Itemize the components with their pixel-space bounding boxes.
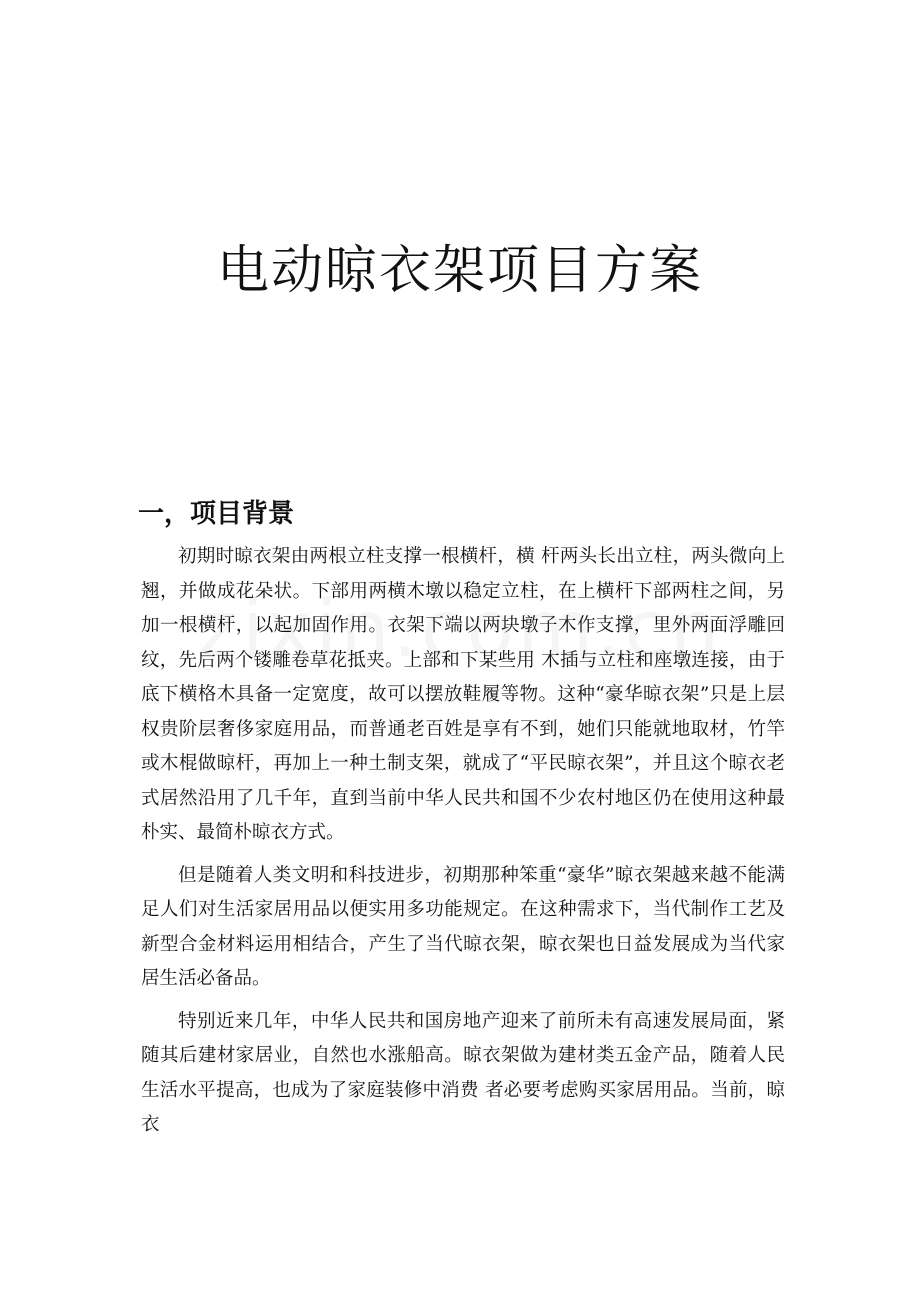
paragraph: 初期时晾衣架由两根立柱支撑一根横杆，横 杆两头长出立柱，两头微向上翘，并做成花朵状。下部用两横木墩以稳定立柱，在上横杆下部两柱之间，另加一根横杆，以起加固作用。衣架下端以两块墩子木作支撑，里外两面浮雕回纹，先后两个镂雕卷草花抵夹。上部和下某些用 木插与立柱和座墩连接，由于底下横格木具备一定宽度，故可以摆放鞋履等物。这种“豪华晾衣架”只是上层权贵阶层奢侈家庭用品，而普通老百姓是享有不到，她们只能就地取材，竹竿或木棍做晾杆，再加上一种土制支架，就成了“平民晾衣架”，并且这个晾衣老式居然沿用了几千年，直到当前中华人民共和国不少农村地区仍在使用这种最朴实、最简朴晾衣方式。 [141,546,785,843]
section-heading: 一，项目背景 [138,499,295,529]
document-title: 电动晾衣架项目方案 [216,241,703,301]
paragraph: 但是随着人类文明和科技进步，初期那种笨重“豪华”晾衣架越来越不能满足人们对生活家居用品以便实用多功能规定。在这种需求下，当代制作工艺及新型合金材料运用相结合，产生了当代晾衣架，晾衣架也日益发展成为当代家居生活必备品。 [141,864,785,989]
paragraph: 特别近来几年，中华人民共和国房地产迎来了前所未有高速发展局面，紧随其后建材家居业，自然也水涨船高。晾衣架做为建材类五金产品，随着人民生活水平提高，也成为了家庭装修中消费 者必要考虑购买家居用品。当前，晾衣 [141,1010,785,1135]
section-body [141,540,785,1151]
